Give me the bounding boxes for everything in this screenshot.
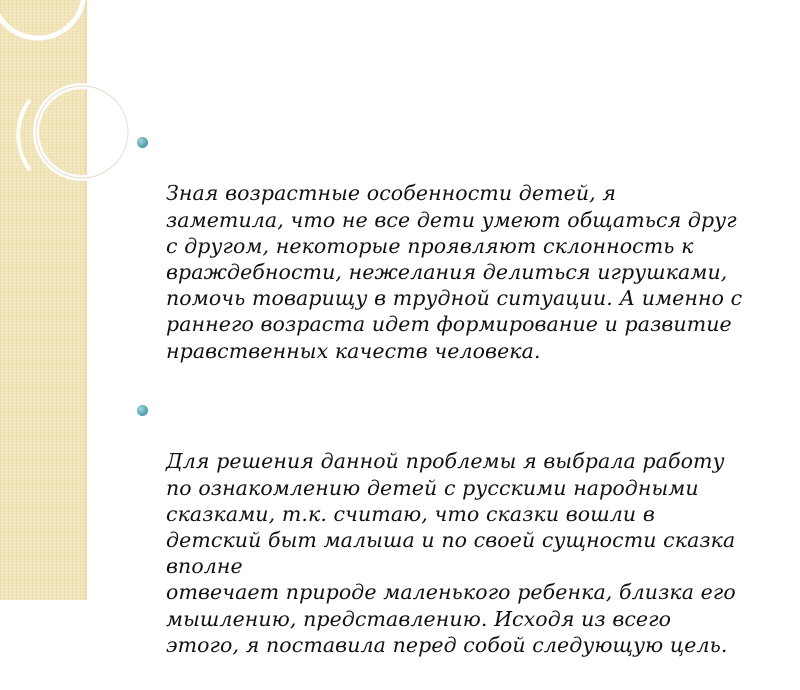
bullet-paragraph-2 — [136, 396, 800, 684]
bullet-dot-icon — [137, 137, 148, 148]
bullet-dot-icon — [137, 405, 148, 416]
paragraph-text: Зная возрастные особенности детей, я заметила, что не все дети умеют общаться друг с другом, некоторые проявляют склонность к враждебности, нежелания делиться игрушками, помочь товарищу в трудной ситуации. А именно с раннего возраста идет формирование и развитие нравственных качеств человека. — [166, 181, 743, 363]
bullet-paragraph-1 — [136, 128, 800, 390]
slide-content — [136, 128, 800, 690]
decorative-circles — [0, 0, 140, 260]
paragraph-text: Для решения данной проблемы я выбрала работу по ознакомлению детей с русскими народными сказками, т.к. считаю, что сказки вошли в детский быт малыша и по своей сущности сказка вполне отвечает природе маленького ребенка, близка его мышлению, представлению. Исходя из всего этого, я поставила перед собой следующую цель. — [166, 449, 736, 657]
